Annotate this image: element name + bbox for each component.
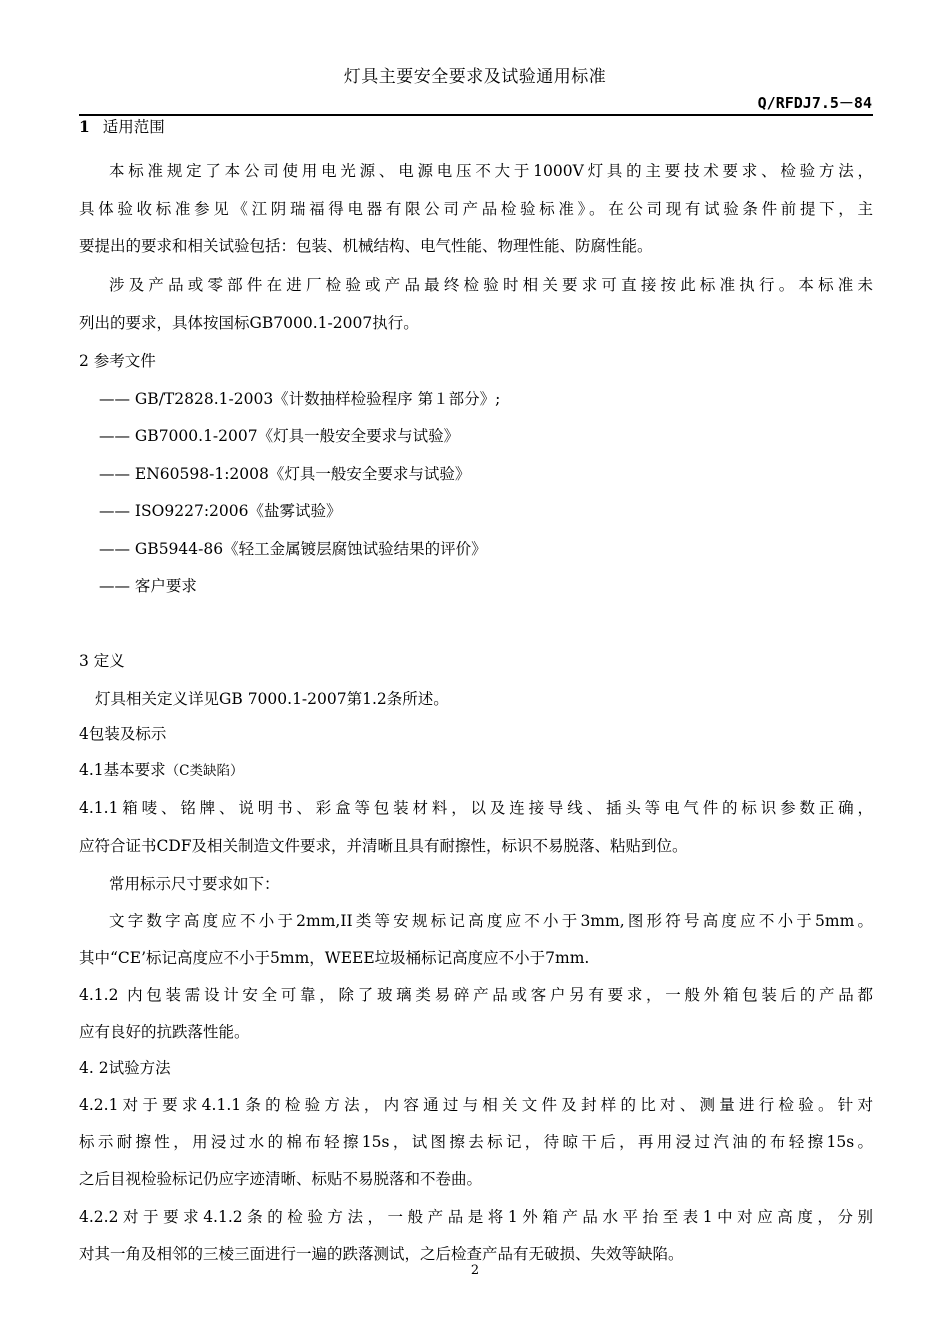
reference-item: —— ISO9227:2006《盐雾试验》 — [99, 502, 342, 520]
document-code: Q/RFDJ7.5－84 — [757, 94, 872, 112]
paragraph-line: 灯具相关定义详见GB 7000.1-2007第1.2条所述。 — [95, 690, 449, 708]
reference-item: —— EN60598-1:2008《灯具一般安全要求与试验》 — [99, 465, 471, 483]
paragraph-line: 4.2.2对于要求4.1.2条的检验方法，一般产品是将1外箱产品水平抬至表1中对应高度，分别 — [79, 1208, 873, 1226]
paragraph-line: 应符合证书CDF及相关制造文件要求，并清晰且具有耐擦性，标识不易脱落、粘贴到位。 — [79, 837, 688, 855]
section-4-1-note: （C类缺陷） — [165, 763, 244, 779]
reference-item: —— GB5944-86《轻工金属镀层腐蚀试验结果的评价》 — [99, 540, 487, 558]
document-title: 灯具主要安全要求及试验通用标准 — [343, 67, 607, 87]
section-4-2-heading: 4. 2试验方法 — [79, 1059, 171, 1077]
header-rule — [79, 114, 873, 116]
paragraph-line: 涉及产品或零部件在进厂检验或产品最终检验时相关要求可直接按此标准执行。本标准未 — [109, 276, 873, 294]
page-number: 2 — [470, 1263, 480, 1278]
paragraph-line: 4.1.2 内包装需设计安全可靠，除了玻璃类易碎产品或客户另有要求，一般外箱包装后的产品都 — [79, 986, 873, 1004]
paragraph-line: 列出的要求，具体按国标GB7000.1-2007执行。 — [79, 314, 419, 332]
reference-item: —— GB7000.1-2007《灯具一般安全要求与试验》 — [99, 427, 460, 445]
paragraph-line: 文字数字高度应不小于2mm,II类等安规标记高度应不小于3mm,图形符号高度应不小于5mm。 — [109, 912, 873, 930]
section-4-1-heading — [79, 759, 244, 782]
section-3-heading: 3 定义 — [79, 652, 125, 670]
reference-item: —— GB/T2828.1-2003《计数抽样检验程序 第１部分》; — [99, 390, 501, 408]
paragraph-line: 4.2.1对于要求4.1.1条的检验方法，内容通过与相关文件及封样的比对、测量进行检验。针对 — [79, 1096, 873, 1114]
paragraph-line: 其中“CE’标记高度应不小于5mm，WEEE垃圾桶标记高度应不小于7mm. — [79, 949, 590, 967]
paragraph-line: 常用标示尺寸要求如下： — [109, 875, 280, 893]
paragraph-line: 应有良好的抗跌落性能。 — [79, 1023, 250, 1041]
paragraph-line: 要提出的要求和相关试验包括：包装、机械结构、电气性能、物理性能、防腐性能。 — [79, 237, 653, 255]
section-1-heading — [79, 116, 165, 138]
paragraph-line: 对其一角及相邻的三棱三面进行一遍的跌落测试，之后检查产品有无破损、失效等缺陷。 — [79, 1245, 684, 1263]
section-2-heading: 2 参考文件 — [79, 352, 156, 370]
paragraph-line: 标示耐擦性，用浸过水的棉布轻擦15s，试图擦去标记，待晾干后，再用浸过汽油的布轻擦15s。 — [79, 1133, 873, 1151]
paragraph-line: 4.1.1箱唛、铭牌、说明书、彩盒等包装材料，以及连接导线、插头等电气件的标识参数正确， — [79, 799, 873, 817]
section-1-title: 适用范围 — [102, 118, 165, 136]
paragraph-line: 本标准规定了本公司使用电光源、电源电压不大于1000V灯具的主要技术要求、检验方法， — [109, 162, 873, 180]
section-4-1-title: 4.1基本要求 — [79, 761, 166, 779]
reference-item: —— 客户要求 — [99, 577, 197, 595]
section-4-heading: 4包装及标示 — [79, 725, 167, 743]
paragraph-line: 之后目视检验标记仍应字迹清晰、标贴不易脱落和不卷曲。 — [79, 1170, 483, 1188]
paragraph-line: 具体验收标准参见《江阴瑞福得电器有限公司产品检验标准》。在公司现有试验条件前提下，主 — [79, 200, 873, 218]
section-1-number: 1 — [79, 117, 90, 136]
